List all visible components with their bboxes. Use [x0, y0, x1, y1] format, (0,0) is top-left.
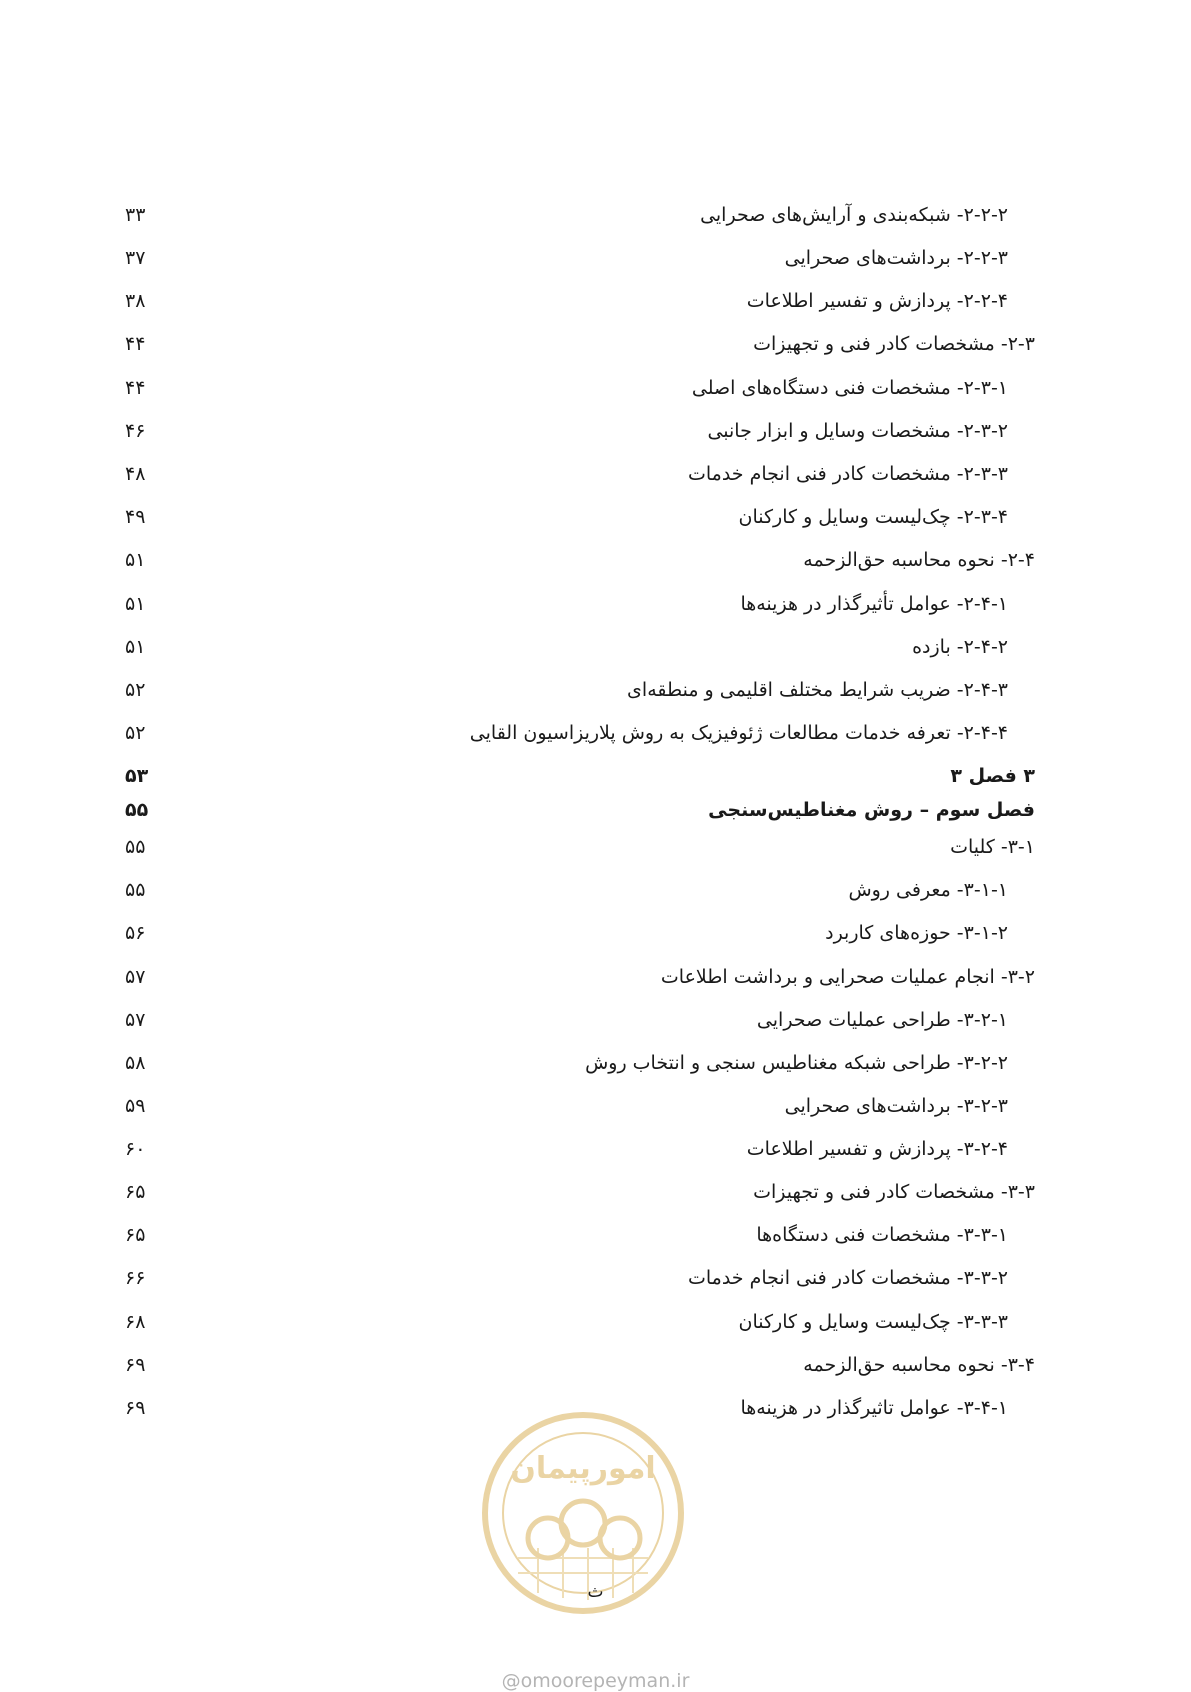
toc-entry[interactable]	[125, 1218, 1035, 1252]
toc-entry-title: ۳-۴- نحوه محاسبه حق‌الزحمه	[803, 1354, 1035, 1376]
toc-entry[interactable]	[125, 1175, 1035, 1209]
toc-entry-title: ۳-۳-۲- مشخصات کادر فنی انجام خدمات	[687, 1267, 1008, 1289]
toc-entry-page-number: ۵۵	[125, 836, 146, 858]
toc-entry-page-number: ۶۸	[125, 1311, 146, 1333]
toc-entry-page-number: ۶۹	[125, 1354, 146, 1376]
toc-entry[interactable]	[125, 327, 1035, 361]
toc-entry-page-number: ۵۹	[125, 1095, 146, 1117]
toc-entry-page-number: ۵۱	[125, 593, 146, 615]
toc-entry-title: ۳-۳- مشخصات کادر فنی و تجهیزات	[753, 1181, 1035, 1203]
toc-entry-title: ۳-۳-۳- چک‌لیست وسایل و کارکنان	[738, 1311, 1008, 1333]
toc-entry[interactable]	[125, 1089, 1035, 1123]
toc-entry[interactable]	[125, 371, 1035, 405]
toc-entry-page-number: ۴۴	[125, 333, 146, 355]
toc-entry[interactable]	[125, 830, 1035, 864]
toc-entry[interactable]	[125, 1003, 1035, 1037]
toc-entry[interactable]	[125, 198, 1035, 232]
toc-entry-title: ۳-۲-۴- پردازش و تفسیر اطلاعات	[746, 1138, 1008, 1160]
toc-entry-title: ۲-۳-۱- مشخصات فنی دستگاه‌های اصلی	[691, 377, 1008, 399]
toc-entry-page-number: ۵۷	[125, 966, 146, 988]
toc-entry-page-number: ۵۶	[125, 922, 146, 944]
toc-entry-title: ۳-۱- کلیات	[950, 836, 1035, 858]
toc-entry-page-number: ۵۱	[125, 549, 146, 571]
toc-entry[interactable]	[125, 759, 1035, 793]
toc-entry[interactable]	[125, 241, 1035, 275]
toc-entry[interactable]	[125, 793, 1035, 827]
toc-entry-page-number: ۵۱	[125, 636, 146, 658]
toc-entry[interactable]	[125, 1348, 1035, 1382]
toc-entry[interactable]	[125, 543, 1035, 577]
toc-entry[interactable]	[125, 1132, 1035, 1166]
toc-entry-title: ۳-۲-۲- طراحی شبکه مغناطیس سنجی و انتخاب روش	[585, 1052, 1008, 1074]
toc-entry-page-number: ۶۶	[125, 1267, 146, 1289]
toc-entry-title: فصل سوم – روش مغناطیس‌سنجی	[708, 799, 1035, 821]
watermark-url: @omoorepeyman.ir	[501, 1670, 690, 1692]
toc-entry-page-number: ۴۸	[125, 463, 146, 485]
toc-entry[interactable]	[125, 500, 1035, 534]
toc-entry[interactable]	[125, 587, 1035, 621]
toc-entry-page-number: ۶۵	[125, 1181, 146, 1203]
toc-entry-title: ۳ فصل ۳	[950, 765, 1035, 787]
toc-entry-title: ۲-۴-۳- ضریب شرایط مختلف اقلیمی و منطقه‌ای	[627, 679, 1008, 701]
toc-entry-title: ۳-۱-۲- حوزه‌های کاربرد	[825, 922, 1008, 944]
toc-entry-title: ۳-۱-۱- معرفی روش	[848, 879, 1008, 901]
toc-entry-page-number: ۵۸	[125, 1052, 146, 1074]
toc-entry-title: ۲-۴-۴- تعرفه خدمات مطالعات ژئوفیزیک به روش پلاریزاسیون القایی	[469, 722, 1008, 744]
watermark-seal-text: امورپیمان	[510, 1451, 656, 1486]
toc-entry-page-number: ۶۵	[125, 1224, 146, 1246]
page-number: ث	[587, 1582, 604, 1602]
toc-entry-page-number: ۶۹	[125, 1397, 146, 1419]
toc-entry[interactable]	[125, 916, 1035, 950]
toc-entry-title: ۲-۳-۴- چک‌لیست وسایل و کارکنان	[738, 506, 1008, 528]
toc-entry-title: ۲-۲-۴- پردازش و تفسیر اطلاعات	[746, 290, 1008, 312]
toc-entry-page-number: ۵۲	[125, 679, 146, 701]
toc-entry-title: ۲-۴-۲- بازده	[912, 636, 1008, 658]
toc-entry-title: ۲-۲-۲- شبکه‌بندی و آرایش‌های صحرایی	[700, 204, 1008, 226]
toc-entry-title: ۲-۲-۳- برداشت‌های صحرایی	[784, 247, 1008, 269]
toc-entry[interactable]	[125, 414, 1035, 448]
toc-entry-page-number: ۳۸	[125, 290, 146, 312]
toc-entry[interactable]	[125, 716, 1035, 750]
toc-entry[interactable]	[125, 630, 1035, 664]
toc-entry[interactable]	[125, 673, 1035, 707]
toc-entry[interactable]	[125, 284, 1035, 318]
toc-entry-page-number: ۵۳	[125, 765, 149, 787]
toc-entry-title: ۳-۳-۱- مشخصات فنی دستگاه‌ها	[756, 1224, 1008, 1246]
toc-entry-title: ۲-۳-۲- مشخصات وسایل و ابزار جانبی	[707, 420, 1008, 442]
toc-entry-page-number: ۵۵	[125, 799, 149, 821]
toc-entry-page-number: ۵۵	[125, 879, 146, 901]
toc-entry[interactable]	[125, 873, 1035, 907]
toc-entry-page-number: ۵۷	[125, 1009, 146, 1031]
toc-entry[interactable]	[125, 960, 1035, 994]
toc-entry[interactable]	[125, 457, 1035, 491]
toc-entry-title: ۲-۳-۳- مشخصات کادر فنی انجام خدمات	[687, 463, 1008, 485]
toc-entry-page-number: ۴۹	[125, 506, 146, 528]
toc-entry-title: ۲-۴-۱- عوامل تأثیرگذار در هزینه‌ها	[740, 593, 1008, 615]
toc-entry-title: ۲-۴- نحوه محاسبه حق‌الزحمه	[803, 549, 1035, 571]
toc-entry-page-number: ۳۳	[125, 204, 146, 226]
toc-entry-page-number: ۵۲	[125, 722, 146, 744]
toc-entry-title: ۳-۴-۱- عوامل تاثیرگذار در هزینه‌ها	[740, 1397, 1008, 1419]
toc-entry[interactable]	[125, 1261, 1035, 1295]
toc-entry[interactable]	[125, 1305, 1035, 1339]
toc-entry-page-number: ۶۰	[125, 1138, 146, 1160]
toc-entry-page-number: ۳۷	[125, 247, 146, 269]
toc-entry-title: ۳-۲- انجام عملیات صحرایی و برداشت اطلاعات	[660, 966, 1035, 988]
toc-entry[interactable]	[125, 1046, 1035, 1080]
toc-entry-title: ۳-۲-۳- برداشت‌های صحرایی	[784, 1095, 1008, 1117]
toc-entry-page-number: ۴۴	[125, 377, 146, 399]
toc-entry-title: ۲-۳- مشخصات کادر فنی و تجهیزات	[753, 333, 1035, 355]
toc-entry-title: ۳-۲-۱- طراحی عملیات صحرایی	[756, 1009, 1008, 1031]
toc-entry-page-number: ۴۶	[125, 420, 146, 442]
